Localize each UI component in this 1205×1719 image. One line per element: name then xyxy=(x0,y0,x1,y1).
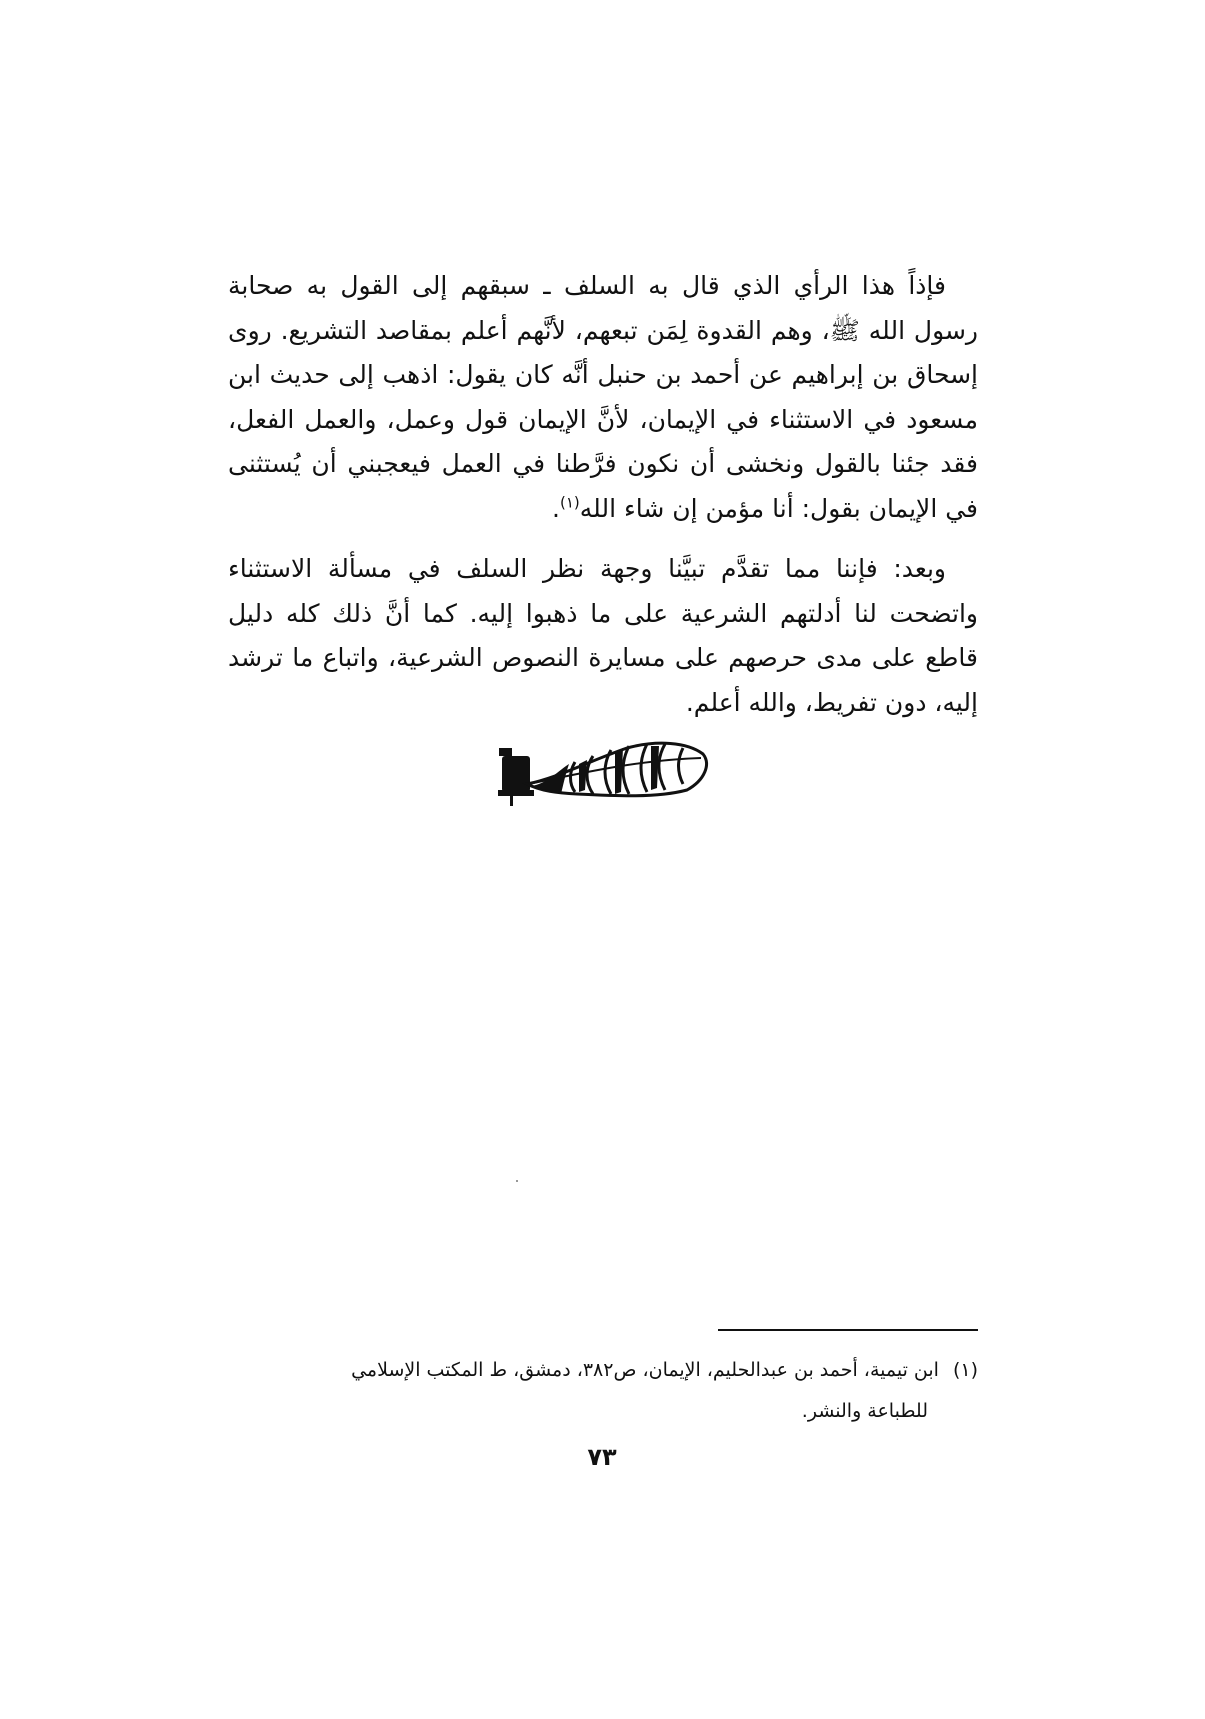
paragraph-1-text: فإذاً هذا الرأي الذي قال به السلف ـ سبقهم إلى القول به صحابة رسول الله ﷺ، وهم القدوة لِمَن تبعهم، لأنَّهم أعلم بمقاصد التشريع. روى إسحاق بن إبراهيم عن أحمد بن حنبل أنَّه كان يقول: اذهب إلى حديث ابن مسعود في الاستثناء في الإيمان، لأنَّ الإيمان قول وعمل، والعمل الفعل، فقد جئنا بالقول ونخشى أن نكون فرَّطنا في العمل فيعجبني أن يُستثنى في الإيمان بقول: أنا مؤمن إن شاء الله xyxy=(228,271,978,523)
main-text xyxy=(228,264,978,725)
quill-and-inkwell-icon xyxy=(497,734,711,809)
scan-speck xyxy=(516,1180,518,1182)
footnote-number: (١) xyxy=(952,1359,978,1381)
footnote-line-2: للطباعة والنشر. xyxy=(801,1400,928,1422)
footnote-line-1 xyxy=(228,1350,978,1391)
page-number: ٧٣ xyxy=(587,1443,617,1471)
footnote-text-1: ابن تيمية، أحمد بن عبدالحليم، الإيمان، ص٣٨٢، دمشق، ط المكتب الإسلامي xyxy=(351,1359,939,1381)
paragraph-2: وبعد: فإننا مما تقدَّم تبيَّنا وجهة نظر السلف في مسألة الاستثناء واتضحت لنا أدلتهم الشرعية على ما ذهبوا إليه. كما أنَّ ذلك كله دليل قاطع على مدى حرصهم على مسايرة النصوص الشرعية، واتباع ما ترشد إليه، دون تفريط، والله أعلم. xyxy=(228,554,978,717)
footnote-divider xyxy=(718,1329,978,1331)
paragraph-1-end: . xyxy=(552,493,560,523)
footnote-reference[interactable]: (١) xyxy=(559,493,580,512)
footnote xyxy=(228,1350,978,1432)
paragraph-1 xyxy=(228,264,978,531)
